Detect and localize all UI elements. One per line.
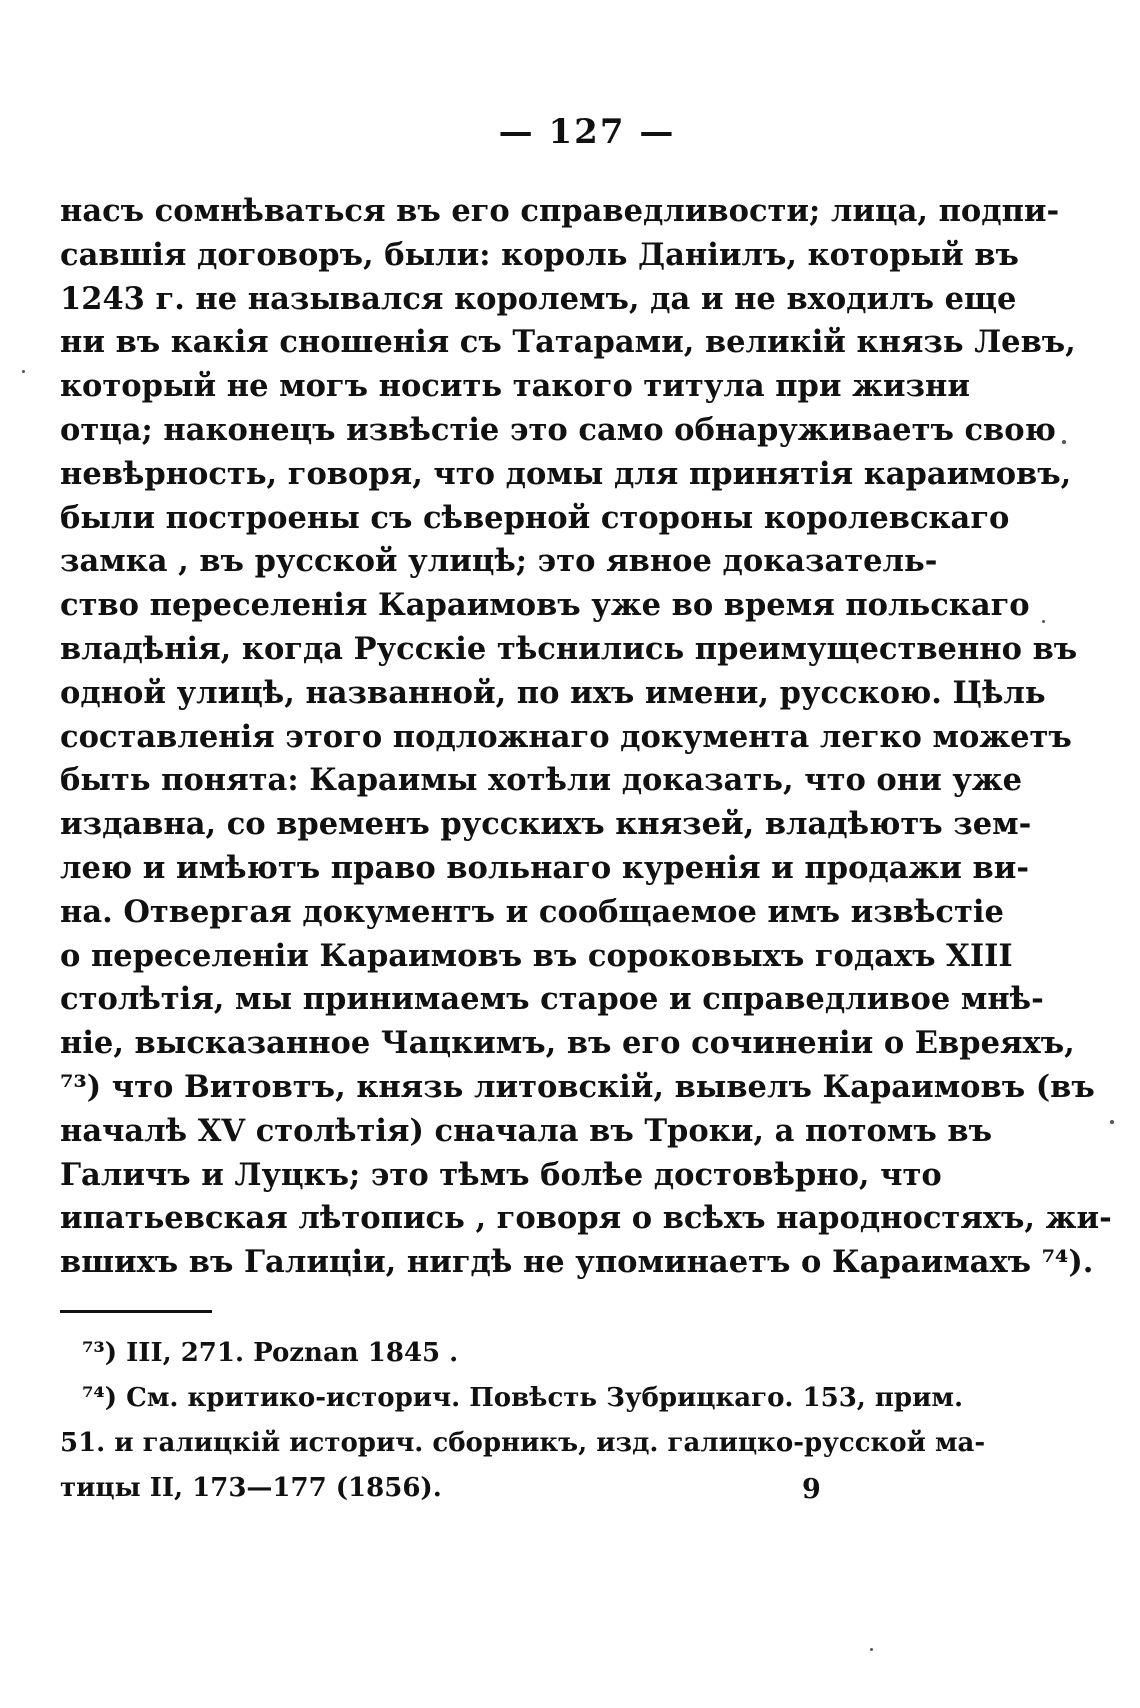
body-line: насъ сомнѣваться въ его справедливости; лица, подпи-	[60, 193, 1060, 229]
body-line: быть понята: Караимы хотѣли доказать, что они уже	[60, 762, 1023, 799]
body-line: издавна, со временъ русскихъ князей, владѣютъ зем-	[60, 806, 1032, 843]
body-line: о переселеніи Караимовъ въ сороковыхъ годахъ XIII	[60, 937, 1013, 974]
body-line: ніе, высказанное Чацкимъ, въ его сочиненіи о Евреяхъ,	[60, 1025, 1075, 1062]
body-line: лею и имѣютъ право вольнаго куренія и продажи ви-	[60, 849, 1030, 886]
body-line: одной улицѣ, названной, по ихъ имени, русскою. Цѣль	[60, 674, 1046, 711]
body-line: отца; наконецъ извѣстіе это само обнаруживаетъ свою	[60, 411, 1056, 448]
body-line: ни въ какія сношенія съ Татарами, великій князь Левъ,	[60, 324, 1076, 361]
body-line: началѣ XV столѣтія) сначала въ Троки, а потомъ въ	[60, 1112, 992, 1149]
body-line: Галичъ и Луцкъ; это тѣмъ болѣе достовѣрно, что	[60, 1156, 942, 1193]
body-line: составленія этого подложнаго документа легко можетъ	[60, 718, 1072, 755]
signature-mark: 9	[802, 1474, 821, 1505]
body-line: 1243 г. не назывался королемъ, да и не входилъ еще	[60, 280, 1017, 317]
scan-speck	[1042, 620, 1045, 623]
body-line: замка , въ русской улицѣ; это явное доказатель-	[60, 543, 938, 580]
body-line: который не могъ носить такого титула при жизни	[60, 368, 970, 405]
body-text	[60, 190, 1112, 1285]
body-line: владѣнія, когда Русскіе тѣснились преимущественно въ	[60, 630, 1078, 667]
scan-speck	[870, 1648, 873, 1651]
body-line: на. Отвергая документъ и сообщаемое имъ извѣстіе	[60, 893, 1004, 930]
scan-speck	[1062, 440, 1066, 444]
body-line: вшихъ въ Галиціи, нигдѣ не упоминаетъ о Караимахъ ⁷⁴).	[60, 1244, 1094, 1281]
body-line: ство переселенія Караимовъ уже во время польскаго	[60, 587, 1030, 624]
body-line: столѣтія, мы принимаемъ старое и справедливое мнѣ-	[60, 981, 1044, 1018]
body-line: ипатьевская лѣтопись , говоря о всѣхъ народностяхъ, жи-	[60, 1200, 1112, 1237]
footnote-line: ⁷⁴) См. критико-историч. Повѣсть Зубрицкаго. 153, прим.	[82, 1383, 964, 1413]
body-line: ⁷³) что Витовтъ, князь литовскій, вывелъ Караимовъ (въ	[60, 1068, 1095, 1105]
body-line: были построены съ сѣверной стороны королевскаго	[60, 499, 1010, 536]
footnote-line: ⁷³) III, 271. Poznan 1845 .	[82, 1338, 459, 1368]
footnote-line: 51. и галицкій историч. сборникъ, изд. галицко-русской ма-	[60, 1428, 986, 1458]
scan-speck	[1110, 1120, 1114, 1124]
footnote-rule	[60, 1310, 212, 1313]
footnotes	[60, 1331, 986, 1511]
footnote-line: тицы II, 173—177 (1856).	[60, 1473, 442, 1503]
scan-speck	[22, 370, 25, 373]
body-line: савшія договоръ, были: король Даніилъ, который въ	[60, 236, 1019, 273]
body-line: невѣрность, говоря, что домы для принятія караимовъ,	[60, 455, 1072, 492]
page-number: — 127 —	[498, 112, 676, 152]
